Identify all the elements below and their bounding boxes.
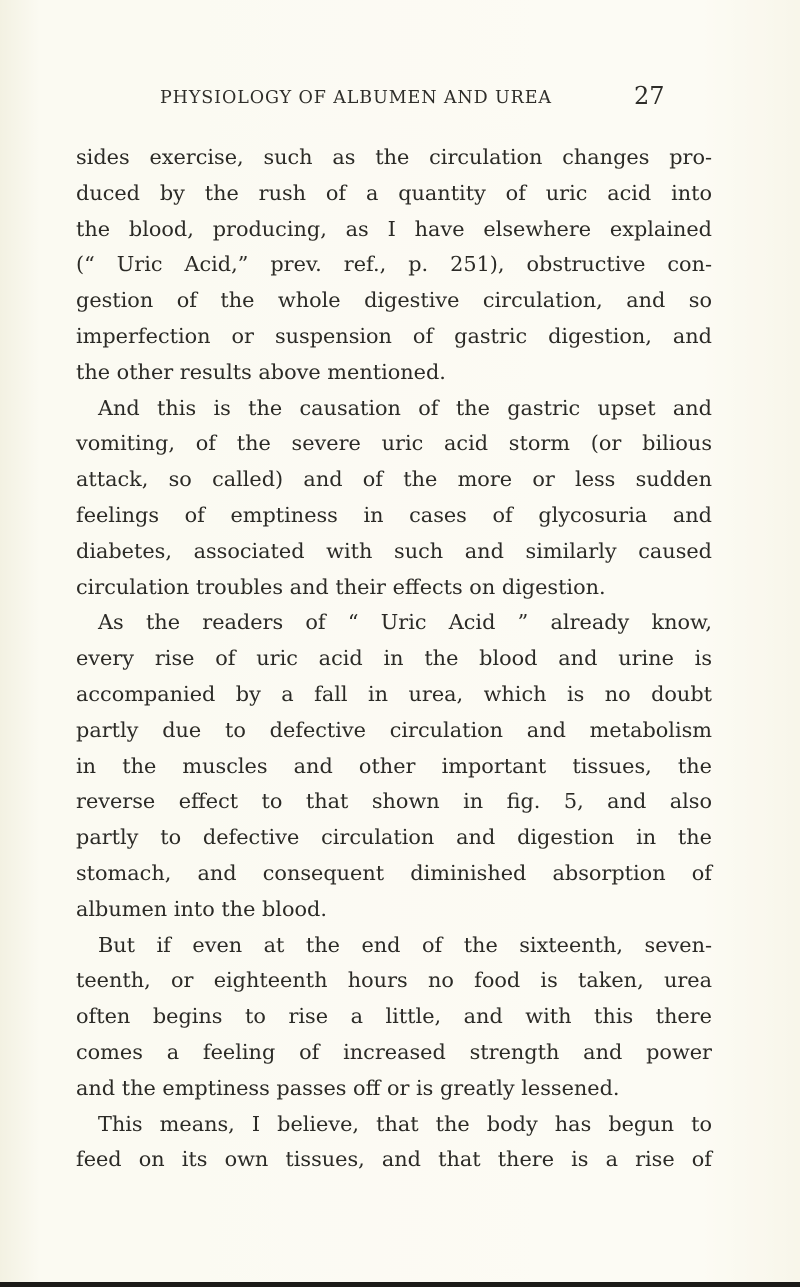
text-line: vomiting, of the severe uric acid storm (or bilious bbox=[76, 431, 712, 456]
text-line: every rise of uric acid in the blood and urine is bbox=[76, 646, 712, 671]
text-line: the blood, producing, as I have elsewhere explained bbox=[76, 216, 712, 241]
text-line: imperfection or suspension of gastric digestion, and bbox=[76, 323, 712, 348]
text-line: accompanied by a fall in urea, which is no doubt bbox=[76, 681, 712, 706]
text-line: duced by the rush of a quantity of uric acid into bbox=[76, 180, 712, 205]
text-line: comes a feeling of increased strength and power bbox=[76, 1039, 712, 1064]
text-line: partly due to defective circulation and metabolism bbox=[76, 717, 712, 742]
text-line: partly to defective circulation and digestion in the bbox=[76, 825, 712, 850]
text-line: teenth, or eighteenth hours no food is taken, urea bbox=[76, 968, 712, 993]
text-line: the other results above mentioned. bbox=[76, 359, 446, 384]
text-line: sides exercise, such as the circulation changes pro- bbox=[76, 145, 712, 169]
text-line: often begins to rise a little, and with this there bbox=[76, 1004, 712, 1029]
text-line: and the emptiness passes off or is greatly lessened. bbox=[76, 1075, 620, 1100]
text-line: (“ Uric Acid,” prev. ref., p. 251), obstructive con- bbox=[76, 252, 712, 277]
page-bottom-edge bbox=[0, 1282, 800, 1287]
text-line: gestion of the whole digestive circulation, and so bbox=[76, 288, 712, 313]
page-number: 27 bbox=[634, 82, 665, 110]
text-line: albumen into the blood. bbox=[76, 896, 327, 921]
text-line: diabetes, associated with such and similarly caused bbox=[76, 538, 712, 563]
body-text bbox=[76, 140, 712, 1178]
text-line: reverse effect to that shown in fig. 5, and also bbox=[76, 789, 712, 814]
running-head: PHYSIOLOGY OF ALBUMEN AND UREA bbox=[160, 88, 552, 108]
paragraph-start-line: This means, I believe, that the body has begun to bbox=[98, 1111, 712, 1136]
text-line: stomach, and consequent diminished absorption of bbox=[76, 860, 712, 885]
text-line: circulation troubles and their effects on digestion. bbox=[76, 574, 606, 599]
paragraph-start-line: But if even at the end of the sixteenth, seven- bbox=[98, 932, 712, 957]
page-header bbox=[0, 82, 800, 118]
text-line: in the muscles and other important tissues, the bbox=[76, 753, 712, 778]
text-line: feed on its own tissues, and that there is a rise of bbox=[76, 1147, 712, 1172]
paragraph-start-line: And this is the causation of the gastric upset and bbox=[98, 395, 712, 420]
paragraph-start-line: As the readers of “ Uric Acid ” already know, bbox=[98, 610, 712, 635]
text-line: feelings of emptiness in cases of glycosuria and bbox=[76, 502, 712, 527]
text-line: attack, so called) and of the more or less sudden bbox=[76, 467, 712, 492]
